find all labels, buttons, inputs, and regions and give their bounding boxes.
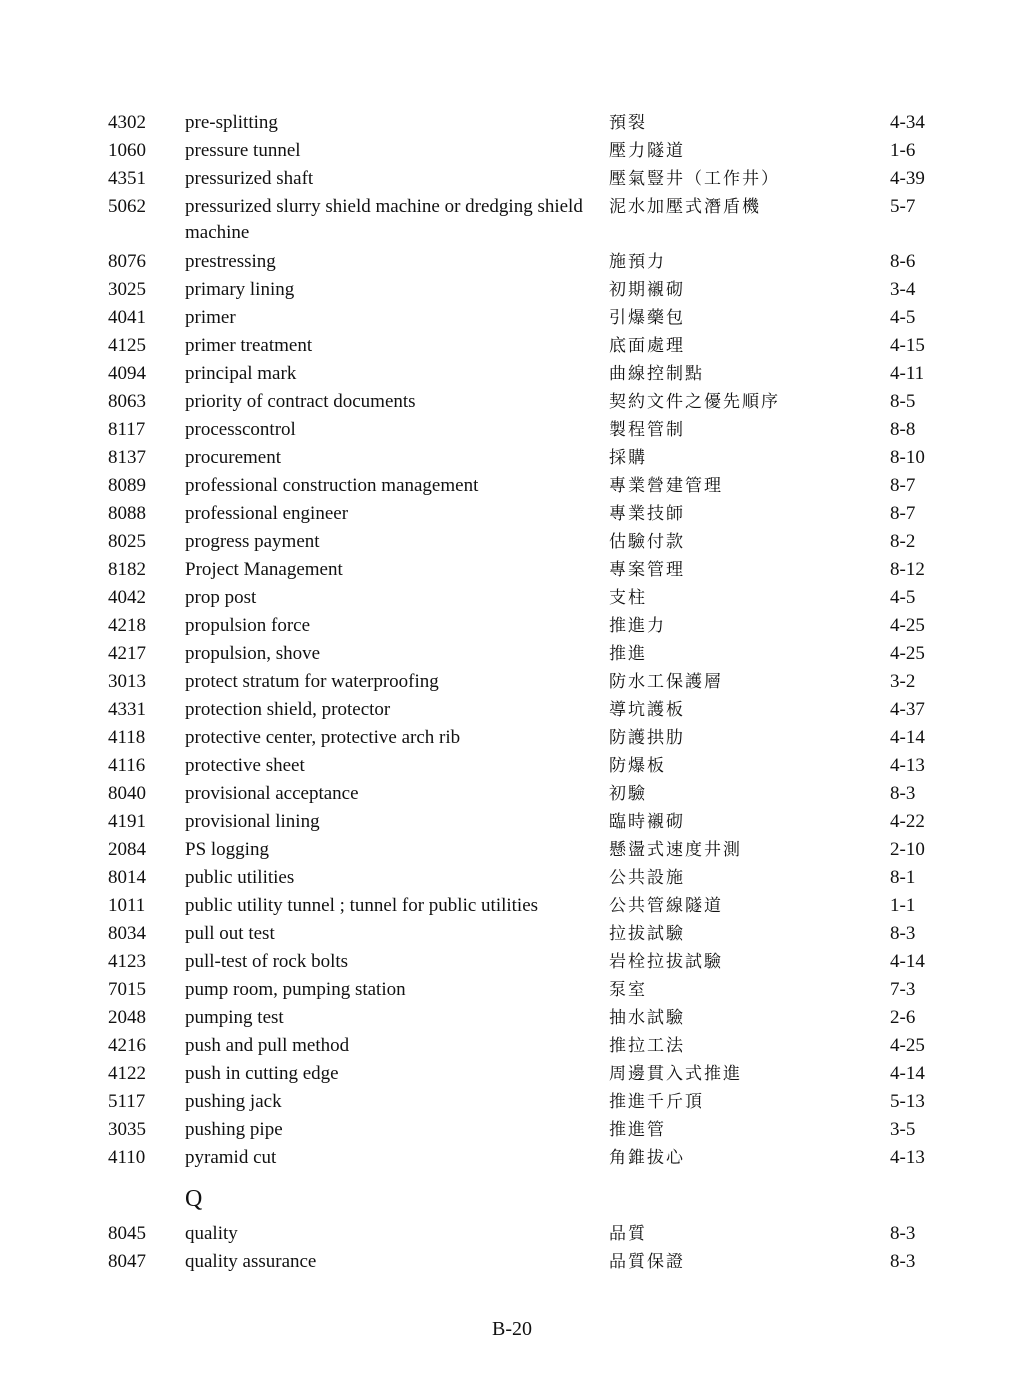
entry-reference: 4-25	[890, 643, 925, 664]
entry-code: 8014	[108, 867, 146, 888]
entry-reference: 3-5	[890, 1119, 916, 1140]
entry-code: 4094	[108, 363, 146, 384]
glossary-row	[108, 389, 938, 417]
entry-code: 8089	[108, 475, 146, 496]
entry-chinese-term: 估驗付款	[609, 532, 685, 552]
entry-reference: 8-2	[890, 531, 916, 552]
glossary-row	[108, 613, 938, 641]
entry-reference: 8-8	[890, 419, 916, 440]
entry-term: push in cutting edge	[185, 1063, 339, 1084]
entry-chinese-term: 角錐拔心	[609, 1148, 685, 1168]
entry-reference: 3-2	[890, 671, 916, 692]
entry-chinese-term: 拉拔試驗	[609, 924, 685, 944]
entry-reference: 4-14	[890, 1063, 925, 1084]
entry-reference: 4-14	[890, 727, 925, 748]
entry-code: 4218	[108, 615, 146, 636]
entry-code: 4041	[108, 307, 146, 328]
glossary-row	[108, 809, 938, 837]
entry-code: 4302	[108, 112, 146, 133]
entry-reference: 2-6	[890, 1007, 916, 1028]
entry-code: 8040	[108, 783, 146, 804]
entry-code: 2048	[108, 1007, 146, 1028]
glossary-table	[108, 110, 938, 1277]
glossary-row	[108, 1249, 938, 1277]
glossary-row	[108, 977, 938, 1005]
entry-reference: 4-14	[890, 951, 925, 972]
entry-code: 8182	[108, 559, 146, 580]
glossary-row	[108, 1117, 938, 1145]
entry-term: primer	[185, 307, 236, 328]
entry-reference: 4-13	[890, 1147, 925, 1168]
entry-term: provisional lining	[185, 811, 320, 832]
entry-code: 4118	[108, 727, 146, 748]
entry-chinese-term: 支柱	[609, 588, 647, 608]
glossary-row	[108, 110, 938, 138]
entry-code: 8045	[108, 1223, 146, 1244]
entry-term: quality	[185, 1223, 238, 1244]
glossary-row	[108, 753, 938, 781]
glossary-row	[108, 781, 938, 809]
entry-code: 8063	[108, 391, 146, 412]
entry-code: 4122	[108, 1063, 146, 1084]
glossary-row	[108, 557, 938, 585]
entry-term: pressurized shaft	[185, 168, 314, 189]
entry-code: 8137	[108, 447, 146, 468]
entry-chinese-term: 岩栓拉拔試驗	[609, 952, 723, 972]
entry-reference: 8-6	[890, 251, 916, 272]
entry-chinese-term: 品質保證	[609, 1252, 685, 1272]
glossary-row	[108, 949, 938, 977]
entry-term: propulsion force	[185, 615, 311, 636]
entry-chinese-term: 專業技師	[609, 504, 685, 524]
entry-chinese-term: 推進管	[609, 1120, 666, 1140]
entry-reference: 4-5	[890, 587, 916, 608]
entry-code: 4042	[108, 587, 146, 608]
entry-term: pyramid cut	[185, 1147, 277, 1168]
entry-reference: 4-34	[890, 112, 925, 133]
entry-code: 5062	[108, 196, 146, 217]
entry-code: 3025	[108, 279, 146, 300]
entry-code: 8076	[108, 251, 146, 272]
entry-reference: 4-13	[890, 755, 925, 776]
entry-chinese-term: 底面處理	[609, 336, 685, 356]
entry-term: pressurized slurry shield machine or dredging shield machine	[185, 196, 583, 243]
entry-code: 3035	[108, 1119, 146, 1140]
glossary-row	[108, 865, 938, 893]
entry-reference: 7-3	[890, 979, 916, 1000]
entry-code: 2084	[108, 839, 146, 860]
entry-term: pushing pipe	[185, 1119, 283, 1140]
entry-term: progress payment	[185, 531, 320, 552]
entries-q-list	[108, 1221, 938, 1277]
entry-term: pull-test of rock bolts	[185, 951, 349, 972]
entry-term: pull out test	[185, 923, 275, 944]
entry-chinese-term: 抽水試驗	[609, 1008, 685, 1028]
entry-code: 5117	[108, 1091, 146, 1112]
glossary-row	[108, 893, 938, 921]
entry-reference: 8-7	[890, 503, 916, 524]
entry-chinese-term: 推進千斤頂	[609, 1092, 704, 1112]
entry-reference: 1-1	[890, 895, 916, 916]
entry-term: pre-splitting	[185, 112, 278, 133]
entry-code: 1011	[108, 895, 146, 916]
glossary-row	[108, 921, 938, 949]
entry-term: prestressing	[185, 251, 276, 272]
entry-chinese-term: 周邊貫入式推進	[609, 1064, 742, 1084]
entry-chinese-term: 初驗	[609, 784, 647, 804]
glossary-row	[108, 725, 938, 753]
entry-reference: 8-3	[890, 1251, 916, 1272]
entry-reference: 4-5	[890, 307, 916, 328]
entry-reference: 5-7	[890, 196, 916, 217]
entry-term: protection shield, protector	[185, 699, 391, 720]
entry-reference: 8-3	[890, 923, 916, 944]
entry-chinese-term: 公共管線隧道	[609, 896, 723, 916]
entry-chinese-term: 專案管理	[609, 560, 685, 580]
entry-chinese-term: 製程管制	[609, 420, 685, 440]
glossary-row	[108, 445, 938, 473]
entry-chinese-term: 曲線控制點	[609, 364, 704, 384]
glossary-row	[108, 361, 938, 389]
entry-code: 8025	[108, 531, 146, 552]
entry-code: 4123	[108, 951, 146, 972]
glossary-row	[108, 837, 938, 865]
entry-term: procurement	[185, 447, 282, 468]
entry-chinese-term: 公共設施	[609, 868, 685, 888]
entry-chinese-term: 泥水加壓式潛盾機	[609, 197, 761, 217]
entry-chinese-term: 契約文件之優先順序	[609, 392, 780, 412]
entry-term: quality assurance	[185, 1251, 317, 1272]
glossary-row	[108, 1089, 938, 1117]
entry-code: 4216	[108, 1035, 146, 1056]
glossary-row	[108, 166, 938, 194]
entry-reference: 4-39	[890, 168, 925, 189]
entries-p-list	[108, 110, 938, 1173]
entry-term: provisional acceptance	[185, 783, 359, 804]
entry-reference: 4-37	[890, 699, 925, 720]
entry-code: 3013	[108, 671, 146, 692]
glossary-row	[108, 1145, 938, 1173]
entry-chinese-term: 防爆板	[609, 756, 666, 776]
entry-chinese-term: 泵室	[609, 980, 647, 1000]
entry-term: push and pull method	[185, 1035, 350, 1056]
entry-term: priority of contract documents	[185, 391, 416, 412]
entry-term: primer treatment	[185, 335, 313, 356]
glossary-row	[108, 641, 938, 669]
glossary-row	[108, 1221, 938, 1249]
entry-reference: 8-3	[890, 1223, 916, 1244]
entry-code: 4331	[108, 699, 146, 720]
entry-term: processcontrol	[185, 419, 296, 440]
glossary-row	[108, 194, 938, 249]
entry-code: 4217	[108, 643, 146, 664]
entry-term: Project Management	[185, 559, 343, 580]
glossary-row	[108, 529, 938, 557]
entry-term: propulsion, shove	[185, 643, 321, 664]
entry-reference: 3-4	[890, 279, 916, 300]
entry-code: 4116	[108, 755, 146, 776]
glossary-row	[108, 333, 938, 361]
entry-code: 8034	[108, 923, 146, 944]
glossary-row	[108, 277, 938, 305]
entry-reference: 4-15	[890, 335, 925, 356]
entry-term: pump room, pumping station	[185, 979, 406, 1000]
entry-reference: 2-10	[890, 839, 925, 860]
entry-term: professional engineer	[185, 503, 349, 524]
glossary-row	[108, 1033, 938, 1061]
entry-term: PS logging	[185, 839, 269, 860]
glossary-row	[108, 1005, 938, 1033]
entry-chinese-term: 臨時襯砌	[609, 812, 685, 832]
entry-term: pumping test	[185, 1007, 284, 1028]
entry-term: professional construction management	[185, 475, 479, 496]
entry-chinese-term: 壓氣豎井（工作井）	[609, 169, 780, 189]
entry-code: 7015	[108, 979, 146, 1000]
entry-chinese-term: 引爆藥包	[609, 308, 685, 328]
glossary-row	[108, 138, 938, 166]
entry-code: 4110	[108, 1147, 146, 1168]
glossary-row	[108, 697, 938, 725]
entry-reference: 8-1	[890, 867, 916, 888]
entry-chinese-term: 壓力隧道	[609, 141, 685, 161]
entry-chinese-term: 初期襯砌	[609, 280, 685, 300]
entry-term: principal mark	[185, 363, 297, 384]
entry-chinese-term: 施預力	[609, 252, 666, 272]
entry-chinese-term: 懸盪式速度井測	[609, 840, 742, 860]
entry-reference: 8-7	[890, 475, 916, 496]
entry-chinese-term: 防水工保護層	[609, 672, 723, 692]
entry-term: protect stratum for waterproofing	[185, 671, 439, 692]
entry-chinese-term: 品質	[609, 1224, 647, 1244]
glossary-row	[108, 305, 938, 333]
glossary-row	[108, 669, 938, 697]
entry-term: public utilities	[185, 867, 295, 888]
entry-reference: 4-11	[890, 363, 925, 384]
entry-reference: 8-12	[890, 559, 925, 580]
entry-code: 4125	[108, 335, 146, 356]
entry-term: protective center, protective arch rib	[185, 727, 461, 748]
glossary-row	[108, 1061, 938, 1089]
entry-reference: 4-25	[890, 615, 925, 636]
entry-reference: 5-13	[890, 1091, 925, 1112]
entry-reference: 1-6	[890, 140, 916, 161]
entry-reference: 8-3	[890, 783, 916, 804]
entry-term: protective sheet	[185, 755, 305, 776]
entry-reference: 8-10	[890, 447, 925, 468]
glossary-row	[108, 501, 938, 529]
entry-reference: 4-22	[890, 811, 925, 832]
entry-chinese-term: 防護拱肋	[609, 728, 685, 748]
entry-code: 8088	[108, 503, 146, 524]
glossary-row	[108, 249, 938, 277]
entry-chinese-term: 推進力	[609, 616, 666, 636]
entry-code: 1060	[108, 140, 146, 161]
entry-chinese-term: 導坑護板	[609, 700, 685, 720]
entry-reference: 4-25	[890, 1035, 925, 1056]
entry-chinese-term: 預裂	[609, 113, 647, 133]
entry-term: public utility tunnel ; tunnel for public utilities	[185, 895, 539, 916]
entry-term: pushing jack	[185, 1091, 282, 1112]
entry-code: 8117	[108, 419, 146, 440]
entry-term: prop post	[185, 587, 257, 608]
entry-term: pressure tunnel	[185, 140, 301, 161]
page-number: B-20	[492, 1318, 532, 1340]
entry-chinese-term: 推拉工法	[609, 1036, 685, 1056]
entry-term: primary lining	[185, 279, 295, 300]
entry-chinese-term: 專業營建管理	[609, 476, 723, 496]
glossary-row	[108, 473, 938, 501]
glossary-row	[108, 585, 938, 613]
entry-reference: 8-5	[890, 391, 916, 412]
entry-code: 4191	[108, 811, 146, 832]
entry-chinese-term: 推進	[609, 644, 647, 664]
entry-chinese-term: 採購	[609, 448, 647, 468]
glossary-row	[108, 417, 938, 445]
section-heading-q: Q	[185, 1186, 203, 1212]
entry-code: 8047	[108, 1251, 146, 1272]
entry-code: 4351	[108, 168, 146, 189]
